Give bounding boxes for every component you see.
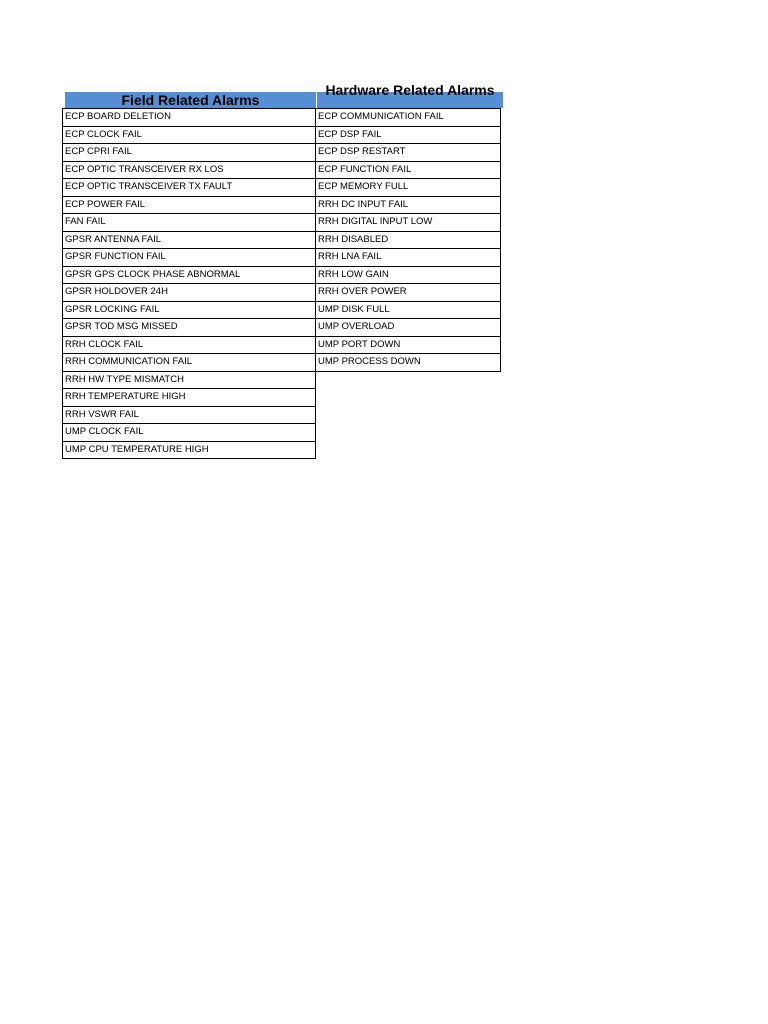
hardware-alarm-row: UMP OVERLOAD xyxy=(316,319,500,337)
hardware-alarm-row: ECP FUNCTION FAIL xyxy=(316,162,500,180)
hardware-alarm-row: UMP PORT DOWN xyxy=(316,337,500,355)
field-alarm-row: ECP BOARD DELETION xyxy=(63,109,315,127)
field-alarm-row: ECP CLOCK FAIL xyxy=(63,127,315,145)
hardware-alarm-row: RRH LOW GAIN xyxy=(316,267,500,285)
hardware-alarm-row: RRH DISABLED xyxy=(316,232,500,250)
field-alarm-row: GPSR LOCKING FAIL xyxy=(63,302,315,320)
field-alarm-row: UMP CPU TEMPERATURE HIGH xyxy=(63,442,315,460)
hardware-alarm-row: ECP DSP RESTART xyxy=(316,144,500,162)
field-alarm-row: GPSR FUNCTION FAIL xyxy=(63,249,315,267)
field-alarm-row: RRH CLOCK FAIL xyxy=(63,337,315,355)
field-alarm-row: ECP OPTIC TRANSCEIVER RX LOS xyxy=(63,162,315,180)
hardware-alarms-header xyxy=(316,82,503,108)
hardware-alarm-row: ECP MEMORY FULL xyxy=(316,179,500,197)
field-alarm-row: RRH HW TYPE MISMATCH xyxy=(63,372,315,390)
field-alarm-row: GPSR ANTENNA FAIL xyxy=(63,232,315,250)
hardware-alarm-row: RRH DIGITAL INPUT LOW xyxy=(316,214,500,232)
field-alarm-row: FAN FAIL xyxy=(63,214,315,232)
field-alarm-row: ECP POWER FAIL xyxy=(63,197,315,215)
field-alarm-row: UMP CLOCK FAIL xyxy=(63,424,315,442)
field-alarms-list xyxy=(62,108,316,459)
field-alarm-row: RRH COMMUNICATION FAIL xyxy=(63,354,315,372)
field-alarm-row: GPSR TOD MSG MISSED xyxy=(63,319,315,337)
hardware-alarm-row: RRH LNA FAIL xyxy=(316,249,500,267)
hardware-alarm-row: RRH DC INPUT FAIL xyxy=(316,197,500,215)
field-alarm-row: GPSR GPS CLOCK PHASE ABNORMAL xyxy=(63,267,315,285)
hardware-alarm-row: UMP DISK FULL xyxy=(316,302,500,320)
field-alarm-row: GPSR HOLDOVER 24H xyxy=(63,284,315,302)
hardware-alarms-header-label: Hardware Related Alarms xyxy=(325,82,495,98)
hardware-alarm-row: RRH OVER POWER xyxy=(316,284,500,302)
field-alarms-header-label: Field Related Alarms xyxy=(121,92,260,108)
hardware-alarms-list xyxy=(316,108,501,372)
field-alarms-column xyxy=(62,92,316,459)
field-alarms-header xyxy=(64,92,316,108)
field-alarm-row: ECP OPTIC TRANSCEIVER TX FAULT xyxy=(63,179,315,197)
hardware-alarms-column xyxy=(316,82,501,372)
hardware-alarm-row: ECP DSP FAIL xyxy=(316,127,500,145)
hardware-alarm-row: ECP COMMUNICATION FAIL xyxy=(316,109,500,127)
field-alarm-row: RRH TEMPERATURE HIGH xyxy=(63,389,315,407)
field-alarm-row: RRH VSWR FAIL xyxy=(63,407,315,425)
field-alarm-row: ECP CPRI FAIL xyxy=(63,144,315,162)
hardware-alarm-row: UMP PROCESS DOWN xyxy=(316,354,500,372)
